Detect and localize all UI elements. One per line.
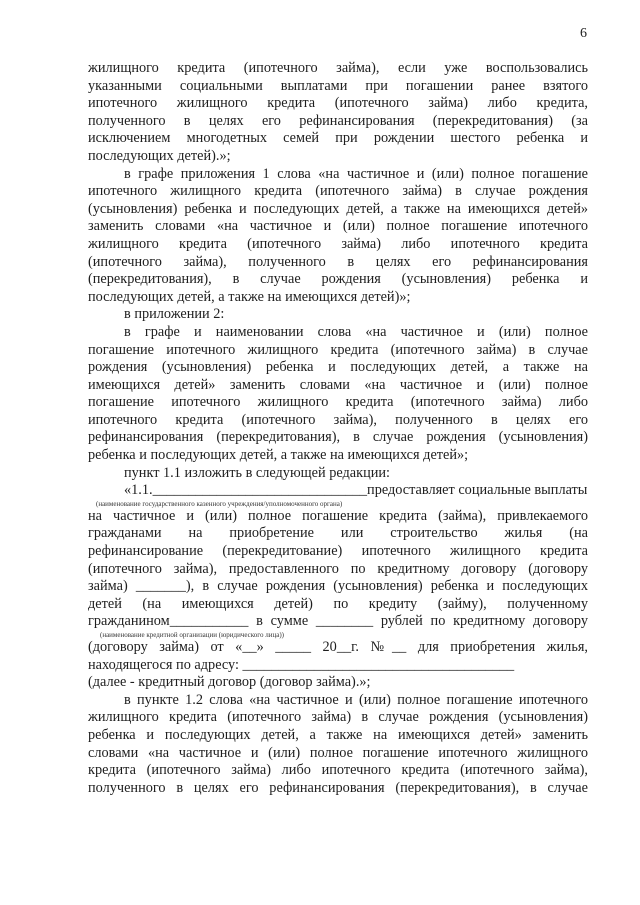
text-line: в графе приложения 1 слова «на частичное и (или) полное погашение	[124, 165, 588, 182]
text-line: пункт 1.1 изложить в следующей редакции:	[124, 464, 391, 481]
text-line: (договору займа) от «__» _____ 20__г. №__ для приобретения жилья,	[88, 639, 588, 655]
text-line: полученного в целях его рефинансирования (перекредитования) (за	[88, 112, 588, 129]
text-line: имеющихся детей» заменить словами «на частичное и (или) полное	[88, 376, 588, 393]
text-line: рефинансирование (перекредитование) ипотечного жилищного кредита	[88, 543, 588, 560]
text-line: детей (на имеющихся детей) по кредиту (займу), полученному	[88, 595, 588, 612]
text-line: жилищного кредита (ипотечного займа) в случае рождения (усыновления)	[88, 709, 588, 726]
text-line: погашение ипотечного жилищного кредита (ипотечного займа) либо	[88, 394, 588, 411]
text-line: ребенка и последующих детей, а также на имеющихся детей» заменить	[88, 726, 588, 743]
text-line: жилищного кредита (ипотечного займа) либо ипотечного кредита	[88, 235, 588, 252]
text-line: полученного в целях его рефинансирования (перекредитования), в случае	[88, 779, 588, 796]
text-line: гражданином___________ в сумме ________ рублей по кредитному договору	[88, 613, 588, 630]
page-number: 6	[580, 26, 587, 41]
text-line: в приложении 2:	[124, 306, 225, 323]
text-line: (далее - кредитный договор (договор займа).»;	[88, 674, 371, 691]
text-line: последующих детей).»;	[88, 147, 231, 164]
text-line: ребенка и последующих детей, а также на имеющихся детей»;	[88, 447, 469, 464]
text-line: ипотечного жилищного кредита (ипотечного займа) либо кредита,	[88, 95, 588, 112]
text-line: гражданами на приобретение или строительство жилья (на	[88, 525, 588, 542]
text-line: (усыновления) ребенка и последующих детей, а также на имеющихся детей»	[88, 200, 588, 217]
text-line: указанными социальными выплатами при погашении ранее взятого	[88, 77, 588, 94]
text-line: ипотечного жилищного кредита (ипотечного займа) в случае рождения	[88, 183, 588, 200]
text-line: на частичное и (или) полное погашение кредита (займа), привлекаемого	[88, 507, 588, 524]
text-line: ипотечного кредита (ипотечного займа), полученного в целях его	[88, 411, 588, 428]
text-line: исключением многодетных семей при рождении шестого ребенка и	[88, 130, 588, 147]
text-line: в пункте 1.2 слова «на частичное и (или) полное погашение ипотечного	[124, 691, 588, 708]
text-line: «1.1.______________________________предоставляет социальные выплаты	[124, 482, 588, 499]
text-line: в графе и наименовании слова «на частичное и (или) полное	[124, 323, 588, 340]
text-line: рефинансирования (перекредитования), в случае рождения (усыновления)	[88, 429, 588, 446]
text-line: словами «на частичное и (или) полное погашение ипотечного жилищного	[88, 744, 588, 761]
text-line: находящегося по адресу: ______________________________________	[88, 656, 515, 673]
field-caption: (наименование государственного казенного учреждения/уполномоченного органа)	[96, 499, 343, 508]
text-line: рождения (усыновления) ребенка и последующих детей, а также на	[88, 359, 588, 376]
document-body	[88, 60, 588, 797]
text-line: (ипотечного займа), полученного в целях его рефинансирования	[88, 253, 588, 270]
text-line: (перекредитования), в случае рождения (усыновления) ребенка и	[88, 271, 588, 288]
text-line: последующих детей, а также на имеющихся детей)»;	[88, 288, 411, 305]
text-line: (ипотечного займа), предоставленного по кредитному договору (договору	[88, 560, 588, 577]
text-line: заменить словами «на частичное и (или) полное погашение ипотечного	[88, 218, 588, 235]
field-caption: (наименование кредитной организации (юридического лица))	[100, 631, 285, 639]
text-line: кредита (ипотечного займа) либо ипотечного кредита (ипотечного займа),	[88, 762, 588, 779]
text-line: погашение ипотечного жилищного кредита (ипотечного займа) в случае	[88, 341, 588, 358]
text-line: жилищного кредита (ипотечного займа), если уже воспользовались	[88, 60, 588, 76]
text-line: займа) _______), в случае рождения (усыновления) ребенка и последующих	[88, 578, 588, 595]
